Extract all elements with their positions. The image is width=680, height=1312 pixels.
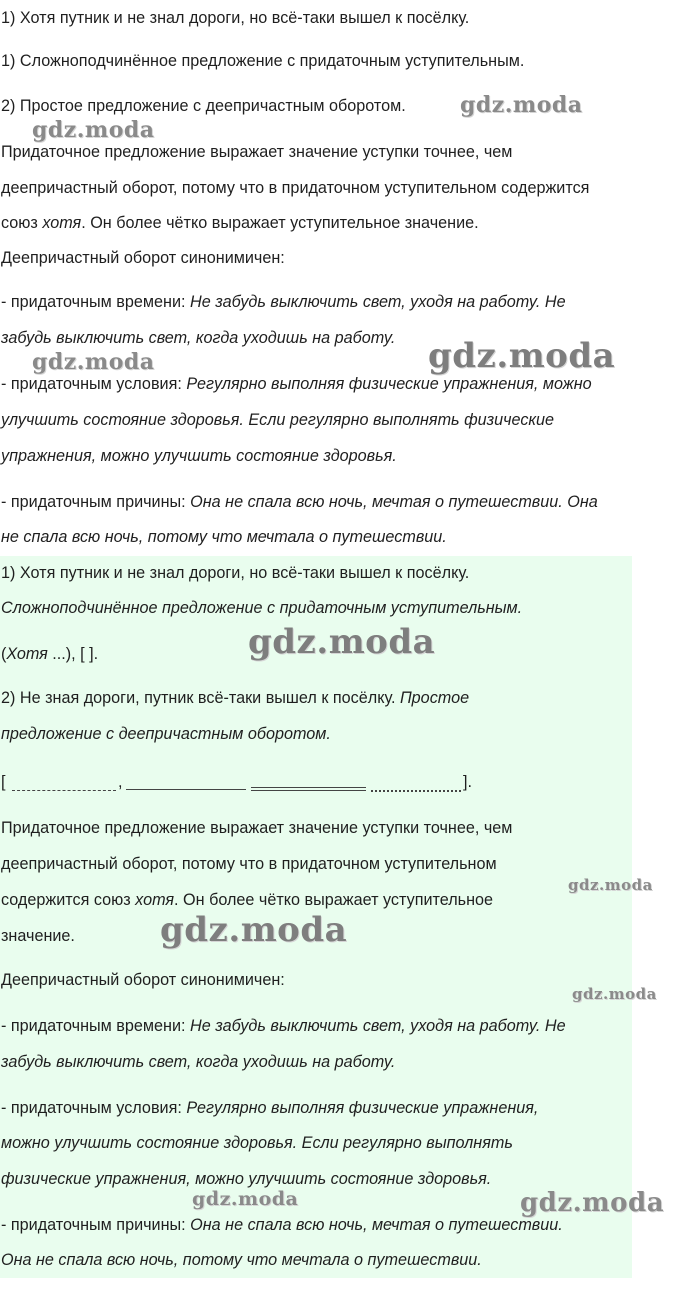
watermark: gdz.moda	[248, 622, 436, 662]
watermark: gdz.moda	[32, 117, 155, 143]
scheme-comma: ,	[118, 773, 123, 791]
top-line-6: союз хотя. Он более чётко выражает уступительное значение.	[1, 214, 479, 232]
box-line-2: Сложноподчинённое предложение с придаточным уступительным.	[1, 599, 523, 617]
top-line-7: Деепричастный оборот синонимичен:	[1, 249, 285, 267]
box-time-example-2: забудь выключить свет, когда уходишь на работу.	[1, 1053, 396, 1071]
watermark: gdz.moda	[520, 1188, 665, 1218]
box-reason-example-1: - придаточным причины: Она не спала всю ночь, мечтая о путешествии.	[1, 1216, 563, 1234]
box-cond-example-1: - придаточным условия: Регулярно выполняя физические упражнения,	[1, 1099, 539, 1117]
top-reason-example-1: - придаточным причины: Она не спала всю ночь, мечтая о путешествии. Она	[1, 493, 598, 511]
scheme-predicate-line	[251, 787, 366, 791]
scheme-adverbial-line	[12, 790, 116, 791]
box-line-1: 1) Хотя путник и не знал дороги, но всё-таки вышел к посёлку.	[1, 564, 470, 582]
top-cond-example-1: - придаточным условия: Регулярно выполняя физические упражнения, можно	[1, 375, 592, 393]
scheme-1: (Хотя ...), [ ].	[1, 645, 99, 663]
box-line-8: деепричастный оборот, потому что в придаточном уступительном	[1, 855, 497, 873]
scheme-bracket-close: ].	[463, 773, 472, 791]
watermark: gdz.moda	[32, 349, 155, 375]
watermark: gdz.moda	[428, 336, 616, 376]
box-reason-example-2: Она не спала всю ночь, потому что мечтала о путешествии.	[1, 1251, 482, 1269]
top-time-example-2: забудь выключить свет, когда уходишь на работу.	[1, 329, 396, 347]
top-cond-example-2: улучшить состояние здоровья. Если регулярно выполнять физические	[1, 411, 555, 429]
top-line-3: 2) Простое предложение с деепричастным оборотом.	[1, 97, 406, 115]
top-line-4: Придаточное предложение выражает значение уступки точнее, чем	[1, 143, 513, 161]
box-line-9: содержится союз хотя. Он более чётко выражает уступительное	[1, 891, 494, 909]
box-cond-example-2: можно улучшить состояние здоровья. Если регулярно выполнять	[1, 1134, 513, 1152]
box-time-example-1: - придаточным времени: Не забудь выключить свет, уходя на работу. Не	[1, 1017, 566, 1035]
watermark: gdz.moda	[572, 985, 657, 1003]
watermark: gdz.moda	[192, 1188, 299, 1210]
top-time-example-1: - придаточным времени: Не забудь выключить свет, уходя на работу. Не	[1, 293, 566, 311]
box-line-4: 2) Не зная дороги, путник всё-таки вышел к посёлку. Простое	[1, 689, 470, 707]
scheme-bracket-open: [	[1, 773, 6, 791]
scheme-subject-line	[126, 789, 246, 790]
top-line-1: 1) Хотя путник и не знал дороги, но всё-таки вышел к посёлку.	[1, 9, 470, 27]
watermark: gdz.moda	[568, 876, 653, 894]
watermark: gdz.moda	[160, 910, 348, 950]
box-line-5: предложение с деепричастным оборотом.	[1, 725, 331, 743]
box-line-10: значение.	[1, 927, 75, 945]
box-line-7: Придаточное предложение выражает значение уступки точнее, чем	[1, 819, 513, 837]
scheme-object-line	[371, 790, 461, 792]
top-cond-example-3: упражнения, можно улучшить состояние здоровья.	[1, 447, 397, 465]
top-line-5: деепричастный оборот, потому что в придаточном уступительном содержится	[1, 179, 590, 197]
top-reason-example-2: не спала всю ночь, потому что мечтала о путешествии.	[1, 528, 447, 546]
watermark: gdz.moda	[460, 92, 583, 118]
box-line-11: Деепричастный оборот синонимичен:	[1, 971, 285, 989]
top-line-2: 1) Сложноподчинённое предложение с придаточным уступительным.	[1, 52, 525, 70]
box-cond-example-3: физические упражнения, можно улучшить состояние здоровья.	[1, 1170, 492, 1188]
